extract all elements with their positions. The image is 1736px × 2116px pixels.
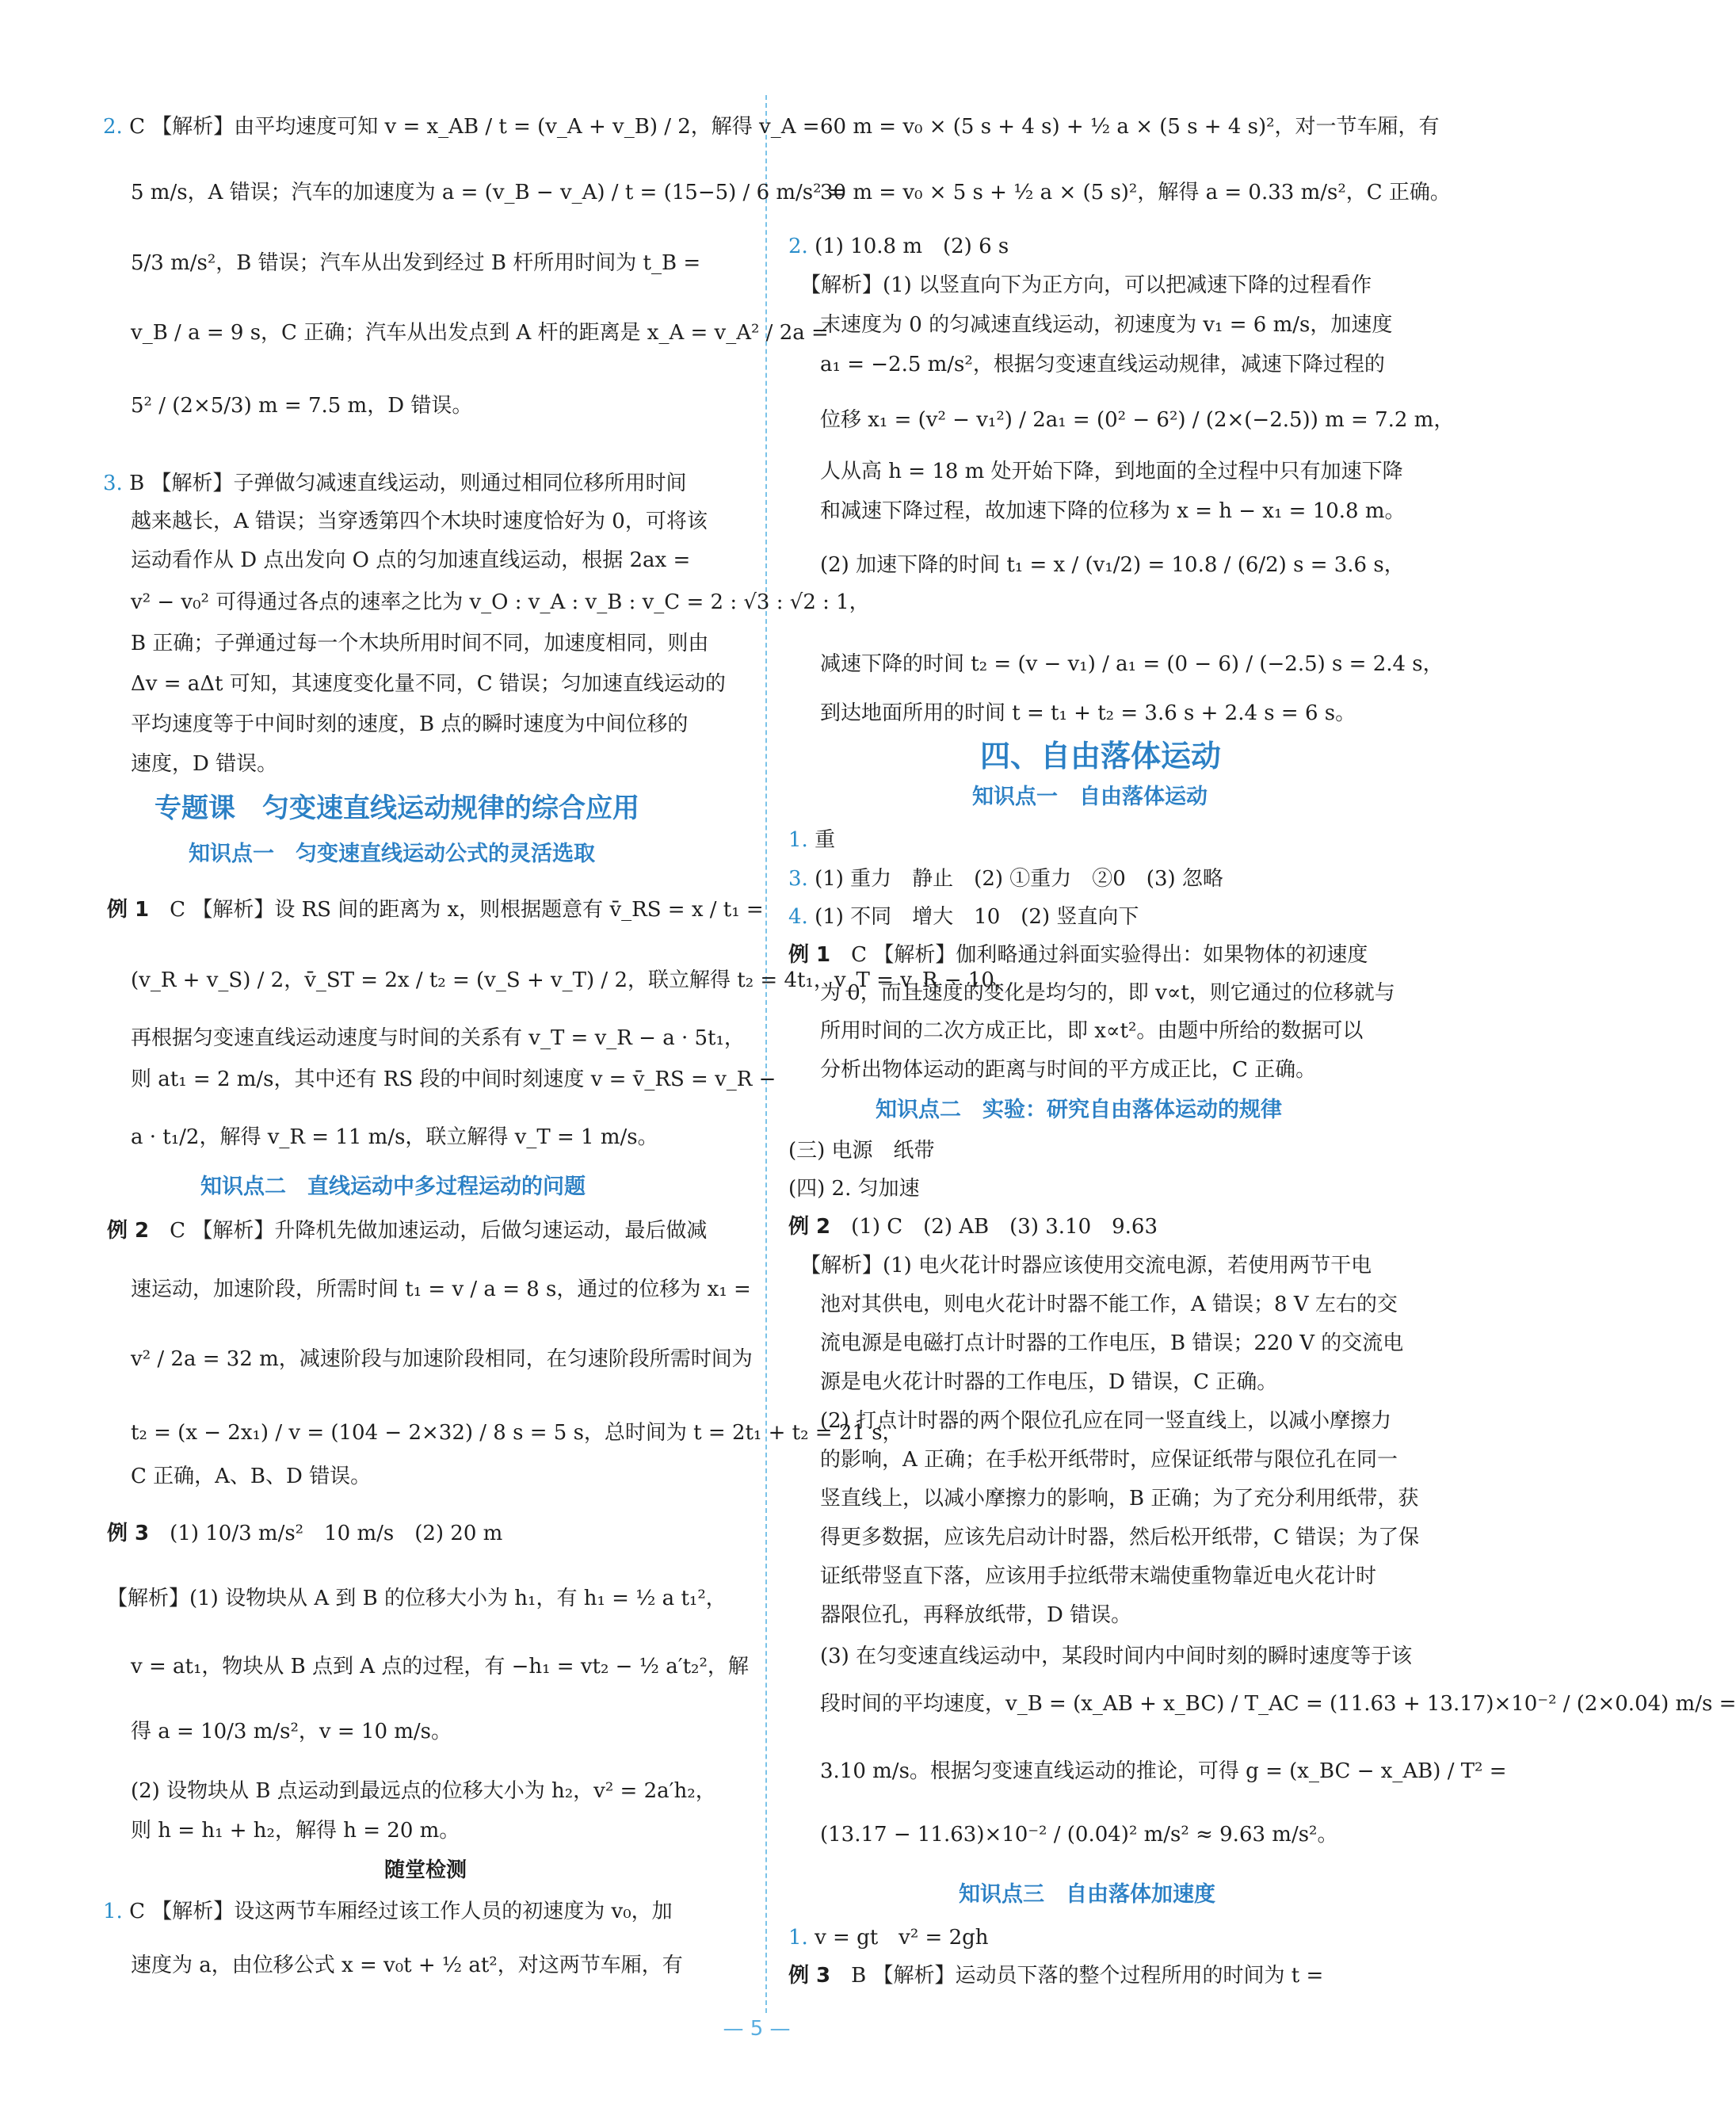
column-divider [765,95,767,2013]
page-number: — 5 — [723,2017,791,2041]
example-2: 例 2 C 【解析】升降机先做加速运动，后做匀速运动，最后做减 [107,1219,708,1243]
fill-3: 3. (1) 重力 静止 (2) ①重力 ②0 (3) 忽略 [788,867,1223,891]
knowledge-point-2-experiment: 知识点二 实验：研究自由落体运动的规律 [876,1098,1282,1122]
knowledge-point-1-free-fall: 知识点一 自由落体运动 [972,785,1208,809]
knowledge-point-1: 知识点一 匀变速直线运动公式的灵活选取 [189,842,595,866]
section-title-special: 专题课 匀变速直线运动规律的综合应用 [155,793,639,824]
example-2-right: 例 2 (1) C (2) AB (3) 3.10 9.63 [788,1215,1158,1239]
chapter-title-4: 四、自由落体运动 [980,739,1222,773]
knowledge-point-2: 知识点二 直线运动中多过程运动的问题 [200,1174,586,1199]
knowledge-point-3-acceleration: 知识点三 自由落体加速度 [959,1882,1215,1907]
check-answer-2: 2. (1) 10.8 m (2) 6 s [788,235,1009,258]
example-1-right: 例 1 C 【解析】伽利略通过斜面实验得出：如果物体的初速度 [788,943,1368,967]
example-3: 例 3 (1) 10/3 m/s² 10 m/s (2) 20 m [107,1522,503,1545]
fill-4: 4. (1) 不同 增大 10 (2) 竖直向下 [788,905,1139,929]
example-1: 例 1 C 【解析】设 RS 间的距离为 x，则根据题意有 v̄_RS = x / t₁ = [107,898,764,922]
fill-g1: 1. v = gt v² = 2gh [788,1926,989,1950]
check-answer-1: 1. C 【解析】设这两节车厢经过该工作人员的初速度为 v₀，加 [103,1900,673,1923]
example-3-right: 例 3 B 【解析】运动员下落的整个过程所用的时间为 t = [788,1964,1324,1988]
answer-2: 2. C 【解析】由平均速度可知 v = x_AB / t = (v_A + v_B) / 2，解得 v_A = [103,115,820,139]
fill-1: 1. 重 [788,828,836,852]
check-title: 随堂检测 [384,1858,467,1882]
answer-3: 3. B 【解析】子弹做匀减速直线运动，则通过相同位移所用时间 [103,472,687,495]
